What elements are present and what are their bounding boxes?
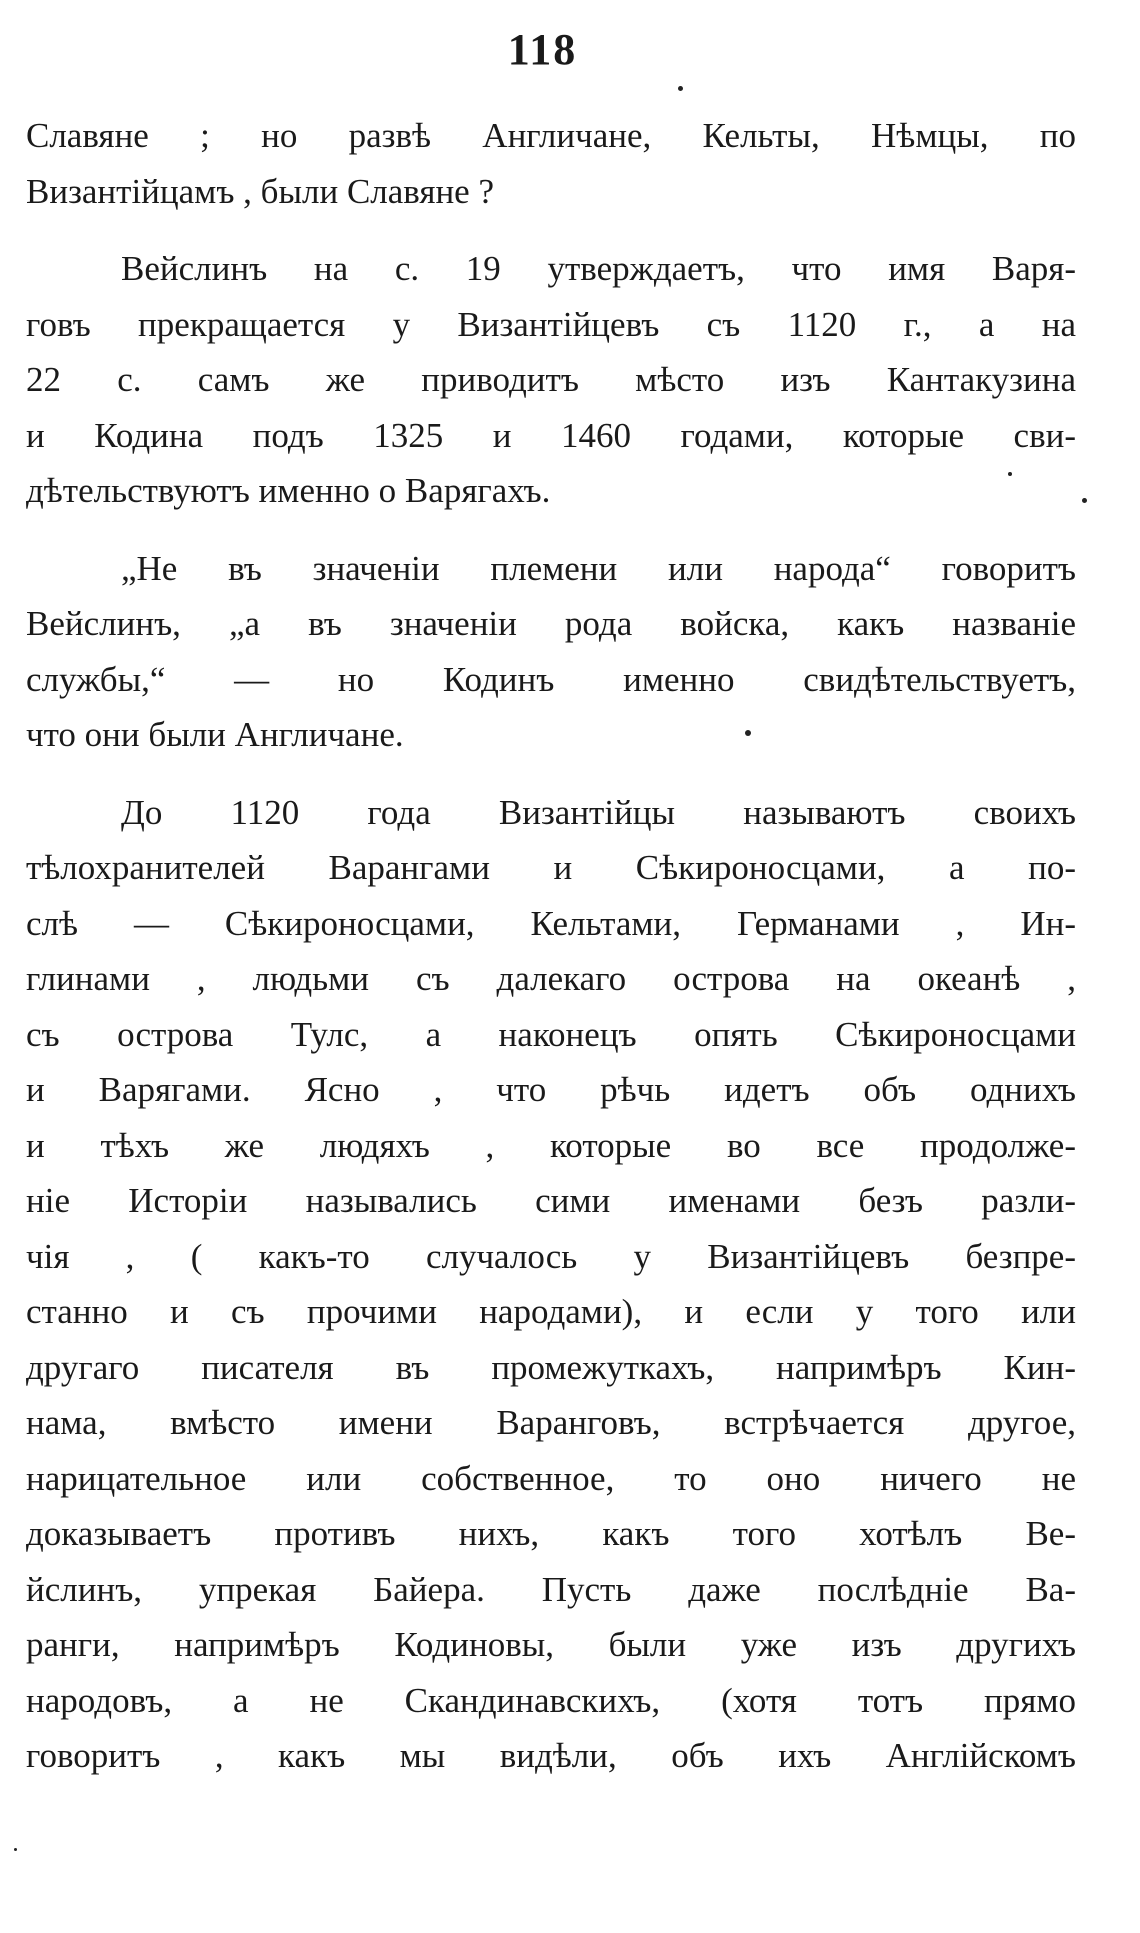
text-line: и Кодина подъ 1325 и 1460 годами, которые сви-: [26, 415, 1076, 455]
text-line: нарицательное или собственное, то оно ничего не: [26, 1458, 1076, 1498]
text-line: службы,“ — но Кодинъ именно свидѣтельствуетъ,: [26, 659, 1076, 699]
text-line: До 1120 года Византійцы называютъ своихъ: [121, 792, 1076, 832]
scan-speck: [1082, 498, 1087, 503]
text-line: говъ прекращается у Византійцевъ съ 1120 г., а на: [26, 304, 1076, 344]
text-line: нама, вмѣсто имени Варанговъ, встрѣчается другое,: [26, 1403, 1076, 1442]
scan-speck: [678, 86, 683, 91]
text-line: глинами , людьми съ далекаго острова на океанѣ ,: [26, 959, 1076, 998]
scan-speck: [1008, 472, 1012, 476]
text-line: Вейслинъ на с. 19 утверждаетъ, что имя Варя-: [121, 249, 1076, 288]
text-line: тѣлохранителей Варангами и Сѣкироносцами, а по-: [26, 848, 1076, 887]
text-line: Славяне ; но развѣ Англичане, Кельты, Нѣмцы, по: [26, 116, 1076, 155]
text-line: 22 с. самъ же приводитъ мѣсто изъ Кантакузина: [26, 360, 1076, 399]
text-line: говоритъ , какъ мы видѣли, объ ихъ Англійскомъ: [26, 1736, 1076, 1775]
text-line: народовъ, а не Скандинавскихъ, (хотя тотъ прямо: [26, 1680, 1076, 1720]
text-line: ранги, напримѣръ Кодиновы, были уже изъ другихъ: [26, 1625, 1076, 1664]
paragraph-3: [26, 541, 1076, 763]
text-line: дѣтельствуютъ именно о Варягахъ.: [26, 471, 551, 510]
scan-speck: [14, 1848, 17, 1851]
text-line: „Не въ значеніи племени или народа“ говоритъ: [121, 548, 1076, 588]
paragraph-1: [26, 108, 1076, 219]
text-line: станно и съ прочими народами), и если у того или: [26, 1292, 1076, 1331]
paragraph-4: [26, 785, 1076, 1784]
text-line: доказываетъ противъ нихъ, какъ того хотѣлъ Ве-: [26, 1514, 1076, 1553]
paragraph-2: [26, 241, 1076, 519]
text-line: другаго писателя въ промежуткахъ, напримѣръ Кин-: [26, 1347, 1076, 1387]
text-line: слѣ — Сѣкироносцами, Кельтами, Германами , Ин-: [26, 903, 1076, 943]
text-line: ніе Исторіи назывались сими именами безъ разли-: [26, 1181, 1076, 1220]
page-number: 118: [507, 25, 578, 74]
text-line: Византійцамъ , были Славяне ?: [26, 171, 495, 211]
body-text: [26, 108, 1076, 1784]
text-line: что они были Англичане.: [26, 715, 404, 754]
text-line: съ острова Тулс, а наконецъ опять Сѣкироносцами: [26, 1014, 1076, 1054]
text-line: и Варягами. Ясно , что рѣчь идетъ объ однихъ: [26, 1070, 1076, 1109]
text-line: чія , ( какъ-то случалось у Византійцевъ безпре-: [26, 1236, 1076, 1276]
text-line: и тѣхъ же людяхъ , которые во все продолже-: [26, 1125, 1076, 1165]
text-line: Вейслинъ, „а въ значеніи рода войска, какъ названіе: [26, 604, 1076, 643]
text-line: йслинъ, упрекая Байера. Пусть даже послѣдніе Ва-: [26, 1569, 1076, 1609]
scan-speck: [745, 730, 751, 736]
